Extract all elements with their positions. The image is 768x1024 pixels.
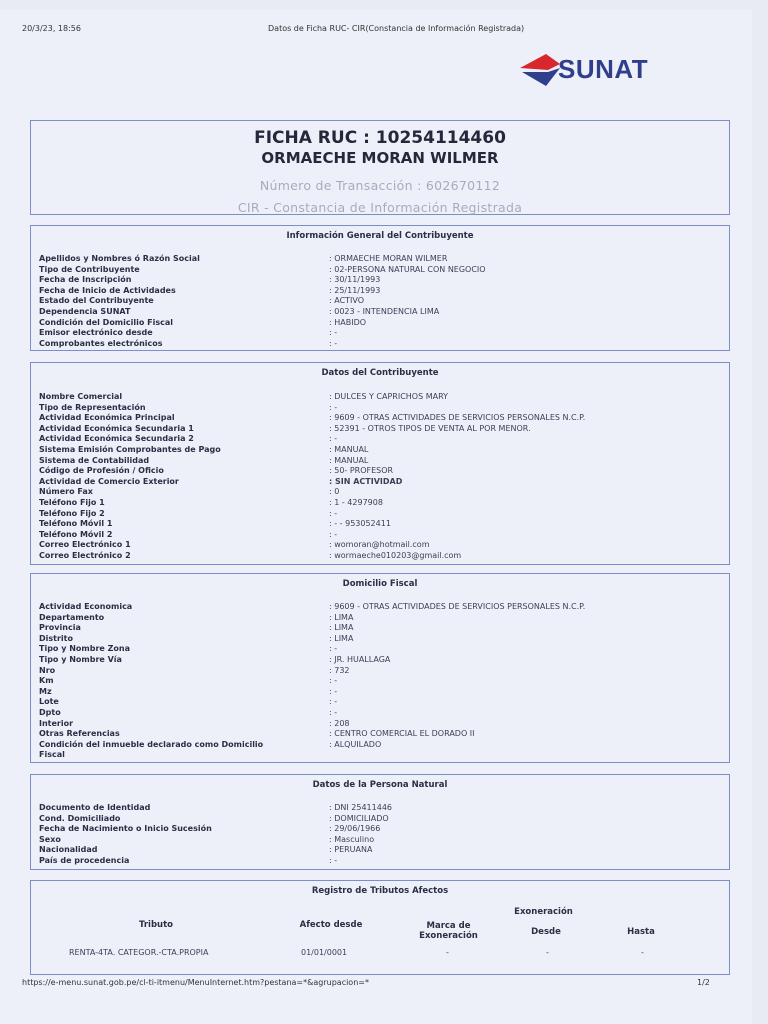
field-label: Apellidos y Nombres ó Razón Social <box>39 254 200 263</box>
document-subtitle: CIR - Constancia de Información Registrada <box>237 200 523 215</box>
field-row <box>39 750 719 761</box>
field-value: : LIMA <box>329 623 354 633</box>
field-label: Teléfono Móvil 1 <box>39 519 113 529</box>
field-value: : - <box>329 338 338 348</box>
field-row <box>39 602 719 613</box>
field-value: : 0 <box>329 487 340 497</box>
field-label: Fecha de Nacimiento o Inicio Sucesión <box>39 824 212 834</box>
field-label: Sistema Emisión Comprobantes de Pago <box>39 445 221 454</box>
field-label: Comprobantes electrónicos <box>39 338 163 348</box>
title-box <box>30 120 730 215</box>
field-row <box>39 254 719 265</box>
field-value: : - <box>329 856 338 865</box>
field-row <box>39 729 719 740</box>
afecto-desde-value: 01/01/0001 <box>301 948 348 957</box>
field-label: Departamento <box>39 612 105 622</box>
field-value: : 02-PERSONA NATURAL CON NEGOCIO <box>329 264 486 274</box>
field-value: : 732 <box>329 665 350 675</box>
field-row <box>39 392 719 403</box>
footer-url: https://e-menu.sunat.gob.pe/cl-ti-itmenu/MenuInternet.htm?pestana=*&agrupacion=* <box>22 978 369 987</box>
field-label: Interior <box>39 718 74 728</box>
field-label: Correo Electrónico 1 <box>39 540 131 550</box>
field-label: Sistema de Contabilidad <box>39 455 150 465</box>
field-row <box>39 666 719 677</box>
field-row <box>39 445 719 456</box>
field-label: Cond. Domiciliado <box>39 813 121 823</box>
marca-value: - <box>446 948 449 957</box>
field-value: : DULCES Y CAPRICHOS MARY <box>329 392 449 401</box>
field-row <box>39 307 719 318</box>
field-value: : - <box>329 676 338 686</box>
section-title: Datos del Contribuyente <box>321 368 439 378</box>
field-value: : 9609 - OTRAS ACTIVIDADES DE SERVICIOS PERSONALES N.C.P. <box>329 602 586 611</box>
field-value: : 52391 - OTROS TIPOS DE VENTA AL POR MENOR. <box>329 423 531 433</box>
field-value: : 1 - 4297908 <box>329 498 383 507</box>
field-row <box>39 540 719 551</box>
page-number: 1/2 <box>697 978 710 987</box>
section-title: Información General del Contribuyente <box>286 231 474 241</box>
field-label: Otras Referencias <box>39 729 120 739</box>
field-label: Condición del inmueble declarado como Domicilio <box>39 739 264 749</box>
field-label: Actividad Económica Secundaria 2 <box>39 434 194 444</box>
field-value: : 9609 - OTRAS ACTIVIDADES DE SERVICIOS PERSONALES N.C.P. <box>329 413 586 423</box>
field-row <box>39 413 719 424</box>
field-label: Actividad de Comercio Exterior <box>39 476 179 486</box>
field-row <box>39 265 719 276</box>
field-row <box>39 519 719 530</box>
field-row <box>39 803 719 814</box>
field-label: Documento de Identidad <box>39 803 151 812</box>
field-value: : DNI 25411446 <box>329 803 393 812</box>
section-info-general <box>30 225 730 351</box>
field-label: Actividad Económica Secundaria 1 <box>39 423 194 433</box>
col-desde: Desde <box>531 927 561 937</box>
field-row <box>39 644 719 655</box>
field-value: : - <box>329 529 338 539</box>
field-row <box>39 613 719 624</box>
field-value: : ALQUILADO <box>329 739 382 749</box>
field-value: : CENTRO COMERCIAL EL DORADO II <box>329 729 475 739</box>
field-label: Emisor electrónico desde <box>39 328 153 338</box>
field-label: Fecha de Inicio de Actividades <box>39 285 176 295</box>
field-value: : Masculino <box>329 834 375 844</box>
field-row <box>39 623 719 634</box>
section-title: Datos de la Persona Natural <box>312 780 448 790</box>
field-value: : - <box>329 402 338 412</box>
field-label: Teléfono Fijo 1 <box>39 498 105 507</box>
section-domicilio-fiscal <box>30 573 730 763</box>
field-label: Teléfono Fijo 2 <box>39 508 105 518</box>
field-label: Actividad Economica <box>39 602 133 611</box>
print-title: Datos de Ficha RUC- CIR(Constancia de Información Registrada) <box>268 24 525 33</box>
field-row <box>39 456 719 467</box>
field-label: Lote <box>39 697 59 707</box>
field-row <box>39 740 719 751</box>
field-value: : LIMA <box>329 612 354 622</box>
field-label: Provincia <box>39 623 81 633</box>
field-label: Tipo y Nombre Vía <box>39 655 122 664</box>
col-exoneracion: Exoneración <box>514 907 573 917</box>
field-row <box>39 466 719 477</box>
field-row <box>39 708 719 719</box>
field-value: : - <box>329 508 338 518</box>
field-value: : JR. HUALLAGA <box>329 655 391 664</box>
field-value: : - <box>329 697 338 707</box>
field-value: : - <box>329 708 338 717</box>
field-label: Estado del Contribuyente <box>39 296 154 306</box>
field-row <box>39 286 719 297</box>
field-value: : HABIDO <box>329 317 367 327</box>
field-value: : DOMICILIADO <box>329 813 389 823</box>
field-row <box>39 814 719 825</box>
field-label: Tipo y Nombre Zona <box>39 644 131 654</box>
sunat-logo-text: SUNAT <box>558 54 649 84</box>
field-row <box>39 634 719 645</box>
field-row <box>39 498 719 509</box>
field-row <box>39 318 719 329</box>
field-value: : MANUAL <box>329 445 369 454</box>
field-label: Tipo de Contribuyente <box>39 264 140 274</box>
field-value: : ORMAECHE MORAN WILMER <box>329 254 448 263</box>
field-value: : - <box>329 434 338 444</box>
desde-value: - <box>546 948 549 957</box>
field-row <box>39 719 719 730</box>
field-label: Fiscal <box>39 750 65 760</box>
field-label: Distrito <box>39 633 73 643</box>
field-label: Condición del Domicilio Fiscal <box>39 317 173 327</box>
field-row <box>39 697 719 708</box>
field-row <box>39 845 719 856</box>
field-value: : - <box>329 644 338 654</box>
field-label: Nombre Comercial <box>39 392 123 401</box>
field-value: : 50- PROFESOR <box>329 466 394 476</box>
col-hasta: Hasta <box>627 927 655 937</box>
section-title: Registro de Tributos Afectos <box>311 886 449 896</box>
field-row <box>39 835 719 846</box>
field-value: : PERUANA <box>329 845 373 855</box>
field-value: : 208 <box>329 718 350 728</box>
field-row <box>39 824 719 835</box>
field-label: Dpto <box>39 708 61 717</box>
field-label: Nacionalidad <box>39 845 98 855</box>
field-row <box>39 296 719 307</box>
section-persona-natural <box>30 774 730 870</box>
taxpayer-name: ORMAECHE MORAN WILMER <box>261 149 499 167</box>
field-row <box>39 424 719 435</box>
field-value: : 0023 - INTENDENCIA LIMA <box>329 307 440 316</box>
field-row <box>39 339 719 350</box>
field-label: Sexo <box>39 834 61 844</box>
field-label: Tipo de Representación <box>39 402 146 412</box>
field-row <box>39 551 719 562</box>
field-label: Número Fax <box>39 487 93 497</box>
field-value: : - - 953052411 <box>329 519 391 529</box>
section-datos-contribuyente <box>30 362 730 565</box>
field-row <box>39 687 719 698</box>
field-label: Km <box>39 676 54 686</box>
col-tributo: Tributo <box>138 920 173 930</box>
field-label: Fecha de Inscripción <box>39 275 132 285</box>
field-value: : SIN ACTIVIDAD <box>329 476 403 486</box>
hasta-value: - <box>641 948 644 957</box>
field-label: Teléfono Móvil 2 <box>39 529 113 539</box>
field-value: : 25/11/1993 <box>329 285 381 295</box>
field-label: Actividad Económica Principal <box>39 413 175 423</box>
field-row <box>39 530 719 541</box>
field-row <box>39 676 719 687</box>
tributo-value: RENTA-4TA. CATEGOR.-CTA.PROPIA <box>69 948 209 957</box>
transaction-number: Número de Transacción : 602670112 <box>259 178 501 193</box>
section-tributos <box>30 880 730 975</box>
field-value: : 30/11/1993 <box>329 275 381 285</box>
field-row <box>39 328 719 339</box>
field-row <box>39 655 719 666</box>
field-row <box>39 275 719 286</box>
field-value: : - <box>329 328 338 338</box>
field-value: : wormaeche010203@gmail.com <box>329 551 462 560</box>
field-label: País de procedencia <box>39 856 130 865</box>
field-row <box>39 477 719 488</box>
field-row <box>39 434 719 445</box>
field-row <box>39 403 719 414</box>
field-label: Correo Electrónico 2 <box>39 551 131 560</box>
field-row <box>39 856 719 867</box>
field-label: Mz <box>39 686 52 696</box>
field-label: Código de Profesión / Oficio <box>39 466 164 476</box>
field-value: : LIMA <box>329 633 354 643</box>
col-marca-exoneracion: Marca de Exoneración <box>419 921 478 941</box>
field-value: : MANUAL <box>329 455 369 465</box>
field-value: : 29/06/1966 <box>329 824 381 834</box>
section-title: Domicilio Fiscal <box>342 579 418 589</box>
field-value: : ACTIVO <box>329 296 365 306</box>
field-row <box>39 509 719 520</box>
print-date: 20/3/23, 18:56 <box>22 24 81 33</box>
field-label: Dependencia SUNAT <box>39 307 131 316</box>
ruc-number: FICHA RUC : 10254114460 <box>254 128 506 148</box>
field-label: Nro <box>39 665 56 675</box>
field-value: : womoran@hotmail.com <box>329 540 430 550</box>
field-row <box>39 487 719 498</box>
col-afecto-desde: Afecto desde <box>299 920 363 930</box>
field-value: : - <box>329 686 338 696</box>
